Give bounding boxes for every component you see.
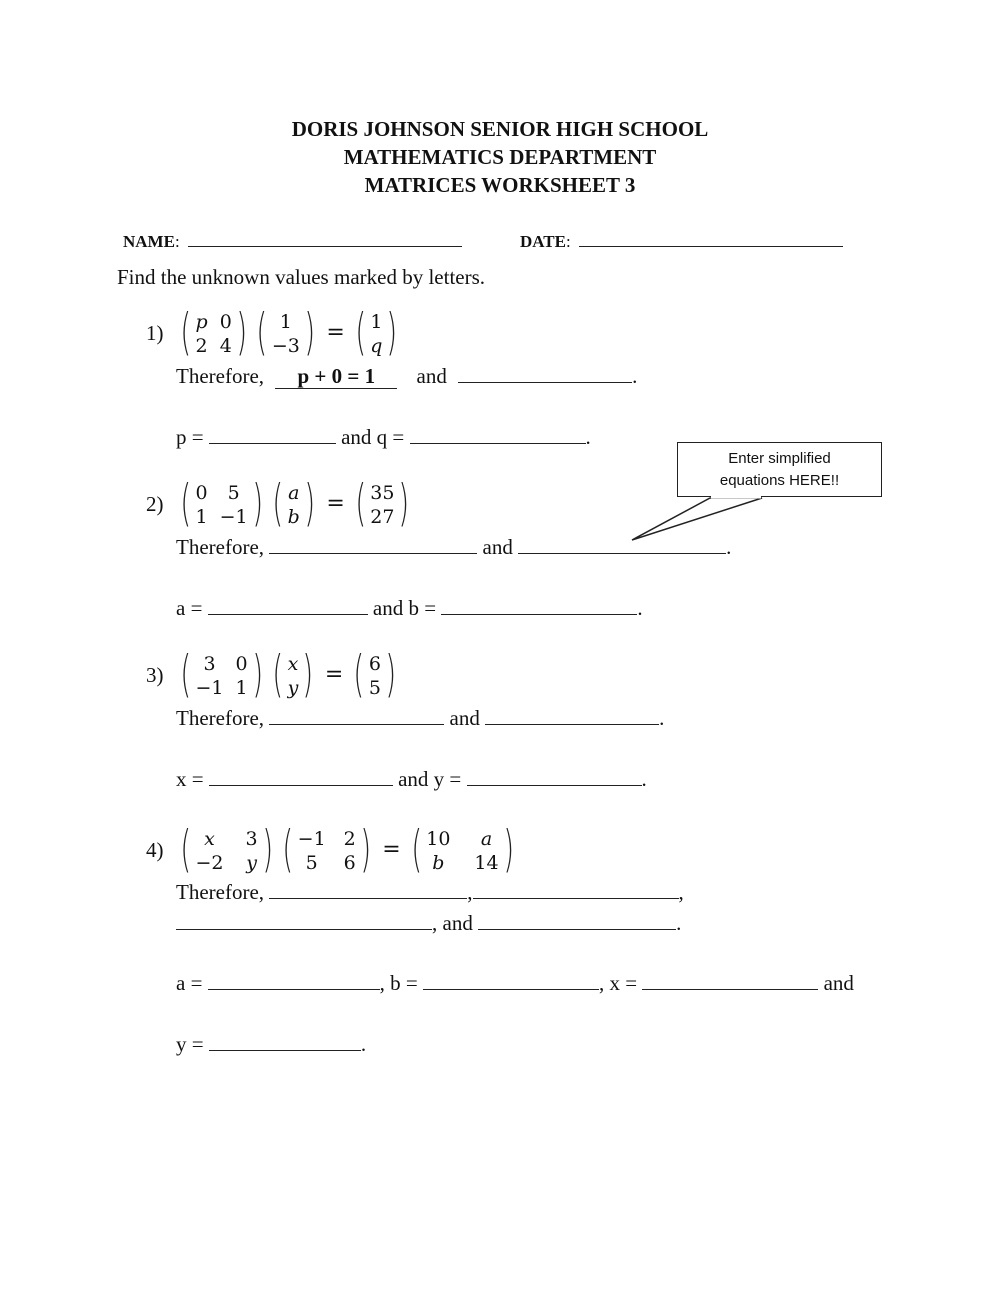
- q4-answer-row-2: [176, 1031, 366, 1056]
- name-label: NAME: [123, 232, 175, 251]
- q4-matrix-c: ( 10 a b 14 ): [411, 820, 514, 878]
- instruction-text: Find the unknown values marked by letters.: [117, 265, 486, 289]
- q4-answer-period: .: [360, 1032, 367, 1056]
- q2-matrix-c: ( 35 27 ): [355, 474, 410, 532]
- q1-equation-1-input[interactable]: p + 0 = 1: [275, 364, 397, 389]
- q3-number: 3): [146, 663, 164, 687]
- q4-equation-2-input[interactable]: [473, 879, 679, 899]
- q4-answer-and: and: [823, 971, 854, 995]
- q3-period: .: [659, 706, 665, 730]
- callout-line-2: equations HERE!!: [719, 472, 840, 489]
- q2-matrix-equation: [176, 474, 415, 532]
- q2-equals: =: [326, 490, 345, 516]
- q2-a-input[interactable]: [208, 595, 368, 615]
- q1-therefore-row: [176, 363, 637, 389]
- date-label: DATE: [520, 232, 566, 251]
- q2-and: and: [482, 535, 513, 559]
- q3-and: and: [449, 706, 480, 730]
- q4-b-label: , b =: [379, 971, 418, 995]
- q1-number: 1): [146, 321, 164, 345]
- q4-y-label: y =: [176, 1032, 204, 1056]
- q1-equals: =: [326, 319, 345, 345]
- q1-equation-2-input[interactable]: [458, 363, 632, 383]
- department-title: MATHEMATICS DEPARTMENT: [343, 145, 657, 169]
- name-input-line[interactable]: [188, 227, 462, 247]
- q4-therefore-row-2: [176, 910, 681, 935]
- q2-matrix-a: ( 0 5 1 −1 ): [180, 474, 263, 532]
- q4-answer-row-1: [176, 970, 854, 995]
- q2-therefore: Therefore,: [176, 535, 265, 559]
- q3-answer-period: .: [641, 767, 647, 791]
- q2-b-label: and b =: [372, 596, 437, 620]
- q1-therefore: Therefore,: [176, 364, 265, 388]
- callout-line-1: Enter simplified: [728, 450, 831, 467]
- q4-equals: =: [382, 836, 401, 862]
- q2-period: .: [726, 535, 732, 559]
- q4-matrix-b: ( −1 2 5 6 ): [282, 820, 371, 878]
- q4-equation-1-input[interactable]: [269, 879, 467, 899]
- q1-matrix-b: ( 1 −3 ): [256, 303, 315, 361]
- q4-equation-4-input[interactable]: [478, 910, 676, 930]
- q2-therefore-row: [176, 534, 731, 559]
- q3-equals: =: [324, 661, 344, 687]
- q4-therefore: Therefore,: [176, 880, 265, 904]
- q4-period: .: [676, 911, 682, 935]
- q2-answer-period: .: [637, 596, 643, 620]
- callout-box: [677, 442, 882, 497]
- date-input-line[interactable]: [579, 227, 843, 247]
- q1-q-input[interactable]: [410, 424, 586, 444]
- q4-and: , and: [432, 911, 473, 935]
- q3-equation-1-input[interactable]: [269, 705, 444, 725]
- q4-a-input[interactable]: [208, 970, 380, 990]
- q3-x-input[interactable]: [209, 766, 393, 786]
- q2-equation-1-input[interactable]: [269, 534, 477, 554]
- q2-answer-row: [176, 595, 643, 620]
- q3-therefore-row: [176, 705, 664, 730]
- name-field: [123, 227, 462, 252]
- q4-equation-3-input[interactable]: [176, 910, 432, 930]
- q1-answer-period: .: [585, 425, 591, 449]
- q1-answer-row: [176, 424, 591, 449]
- name-colon: :: [174, 232, 180, 251]
- q2-equation-2-input[interactable]: [518, 534, 726, 554]
- q3-matrix-b: ( x y ): [272, 645, 314, 703]
- q4-matrix-a: ( x 3 −2 y ): [180, 820, 273, 878]
- school-title: DORIS JOHNSON SENIOR HIGH SCHOOL: [291, 117, 709, 141]
- q3-y-input[interactable]: [467, 766, 642, 786]
- q3-therefore: Therefore,: [176, 706, 265, 730]
- q1-and: and: [416, 364, 447, 388]
- worksheet-title: MATRICES WORKSHEET 3: [364, 173, 636, 197]
- q4-x-label: , x =: [599, 971, 638, 995]
- q3-y-label: and y =: [398, 767, 462, 791]
- q1-matrix-a: ( p 0 2 4 ): [180, 303, 247, 361]
- date-colon: :: [565, 232, 571, 251]
- q2-a-label: a =: [176, 596, 203, 620]
- q4-y-input[interactable]: [209, 1031, 361, 1051]
- q1-p-label: p =: [176, 425, 204, 449]
- q3-equation-2-input[interactable]: [485, 705, 659, 725]
- q1-matrix-equation: [176, 303, 403, 361]
- q3-matrix-equation: [176, 645, 401, 703]
- q4-therefore-row-1: [176, 879, 684, 904]
- q1-p-input[interactable]: [209, 424, 336, 444]
- date-field: [520, 227, 843, 252]
- q3-x-label: x =: [176, 767, 204, 791]
- q4-matrix-equation: [176, 820, 519, 878]
- q4-b-input[interactable]: [423, 970, 599, 990]
- q1-matrix-c: ( 1 q ): [355, 303, 398, 361]
- q4-comma-2: ,: [678, 880, 684, 904]
- q2-number: 2): [146, 492, 164, 516]
- q3-matrix-c: ( 6 5 ): [353, 645, 397, 703]
- q4-comma-1: ,: [467, 880, 473, 904]
- q3-matrix-a: ( 3 0 −1 1 ): [180, 645, 263, 703]
- q1-q-label: and q =: [341, 425, 405, 449]
- q2-matrix-b: ( a b ): [272, 474, 315, 532]
- q4-x-input[interactable]: [642, 970, 818, 990]
- q1-period: .: [632, 364, 638, 388]
- q2-b-input[interactable]: [441, 595, 637, 615]
- q4-number: 4): [146, 838, 164, 862]
- q3-answer-row: [176, 766, 647, 791]
- q4-a-label: a =: [176, 971, 203, 995]
